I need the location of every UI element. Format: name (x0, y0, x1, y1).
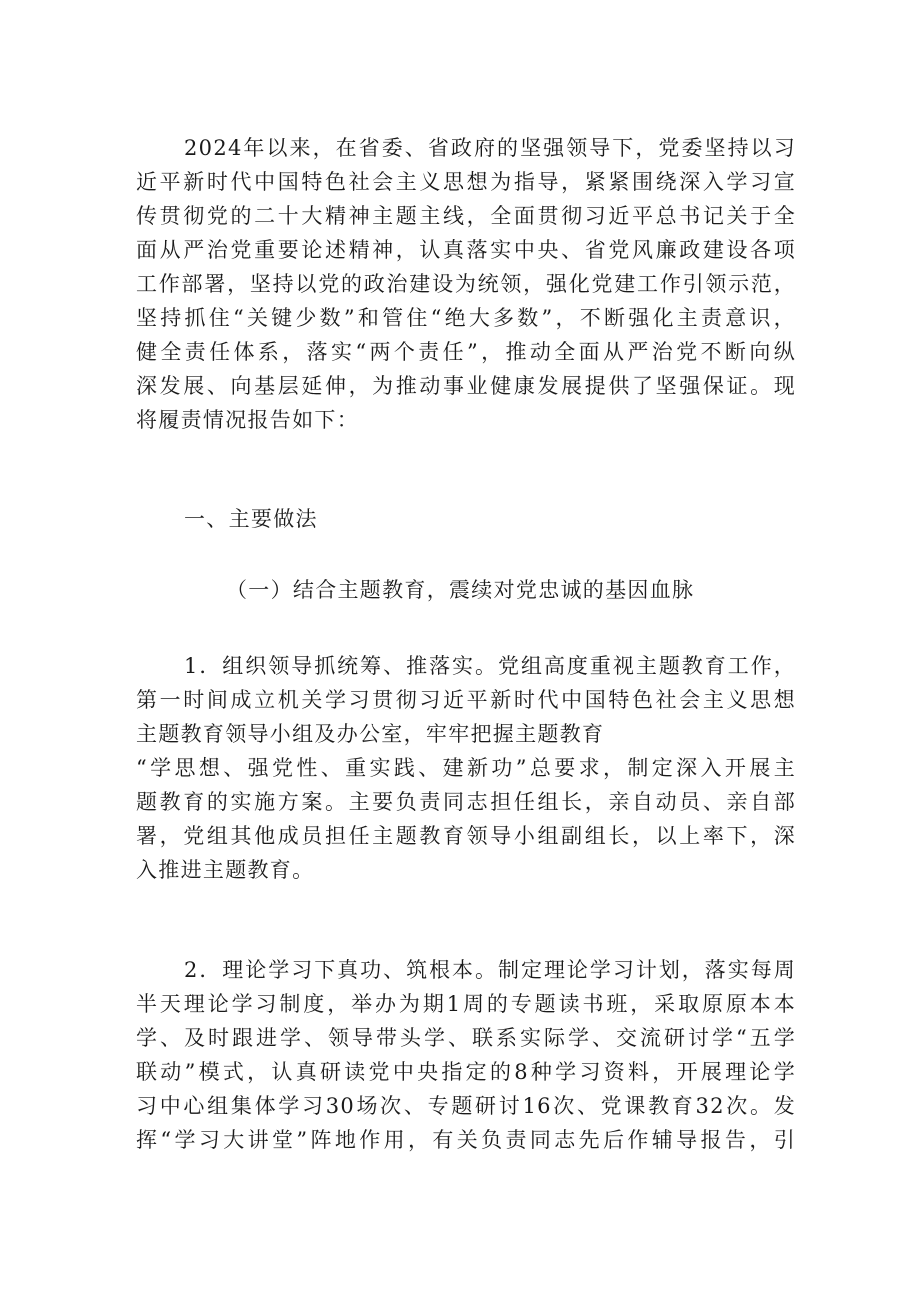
item2-line: 联动”模式，认真研读党中央指定的8种学习资料，开展理论学 (136, 1060, 796, 1084)
item2-line: 习中心组集体学习30场次、专题研讨16次、党课教育32次。发 (136, 1094, 796, 1118)
intro-line: 近平新时代中国特色社会主义思想为指导，紧紧围绕深入学习宣 (136, 170, 796, 194)
intro-line: 传贯彻党的二十大精神主题主线，全面贯彻习近平总书记关于全 (136, 204, 796, 228)
section-heading: 一、主要做法 (184, 507, 318, 531)
item1-line: 1．组织领导抓统筹、推落实。党组高度重视主题教育工作， (184, 654, 796, 678)
item1-line: 署，党组其他成员担任主题教育领导小组副组长，以上率下，深 (136, 824, 796, 848)
item2-line: 学、及时跟进学、领导带头学、联系实际学、交流研讨学“五学 (136, 1026, 796, 1050)
item2-line: 半天理论学习制度，举办为期1周的专题读书班，采取原原本本 (136, 992, 796, 1016)
item2-line: 2．理论学习下真功、筑根本。制定理论学习计划，落实每周 (184, 958, 796, 982)
intro-line: 面从严治党重要论述精神，认真落实中央、省党风廉政建设各项 (136, 238, 796, 262)
intro-line: 将履责情况报告如下： (136, 408, 359, 432)
intro-line: 2024年以来，在省委、省政府的坚强领导下，党委坚持以习 (184, 136, 796, 160)
item1-line: 主题教育领导小组及办公室，牢牢把握主题教育 (136, 722, 605, 746)
item1-line: 第一时间成立机关学习贯彻习近平新时代中国特色社会主义思想 (136, 688, 796, 712)
intro-line: 健全责任体系，落实“两个责任”，推动全面从严治党不断向纵 (136, 340, 796, 364)
intro-line: 坚持抓住“关键少数”和管住“绝大多数”，不断强化主责意识， (136, 306, 796, 330)
item1-line: 题教育的实施方案。主要负责同志担任组长，亲自动员、亲自部 (136, 790, 796, 814)
item1-line: 入推进主题教育。 (136, 858, 315, 882)
item1-line: “学思想、强党性、重实践、建新功”总要求，制定深入开展主 (136, 756, 796, 780)
subsection-heading: （一）结合主题教育，震续对党忠诚的基因血脉 (226, 578, 695, 602)
intro-line: 深发展、向基层延伸，为推动事业健康发展提供了坚强保证。现 (136, 374, 796, 398)
intro-line: 工作部署，坚持以党的政治建设为统领，强化党建工作引领示范， (136, 272, 796, 296)
item2-line: 挥“学习大讲堂”阵地作用，有关负责同志先后作辅导报告，引 (136, 1128, 796, 1152)
